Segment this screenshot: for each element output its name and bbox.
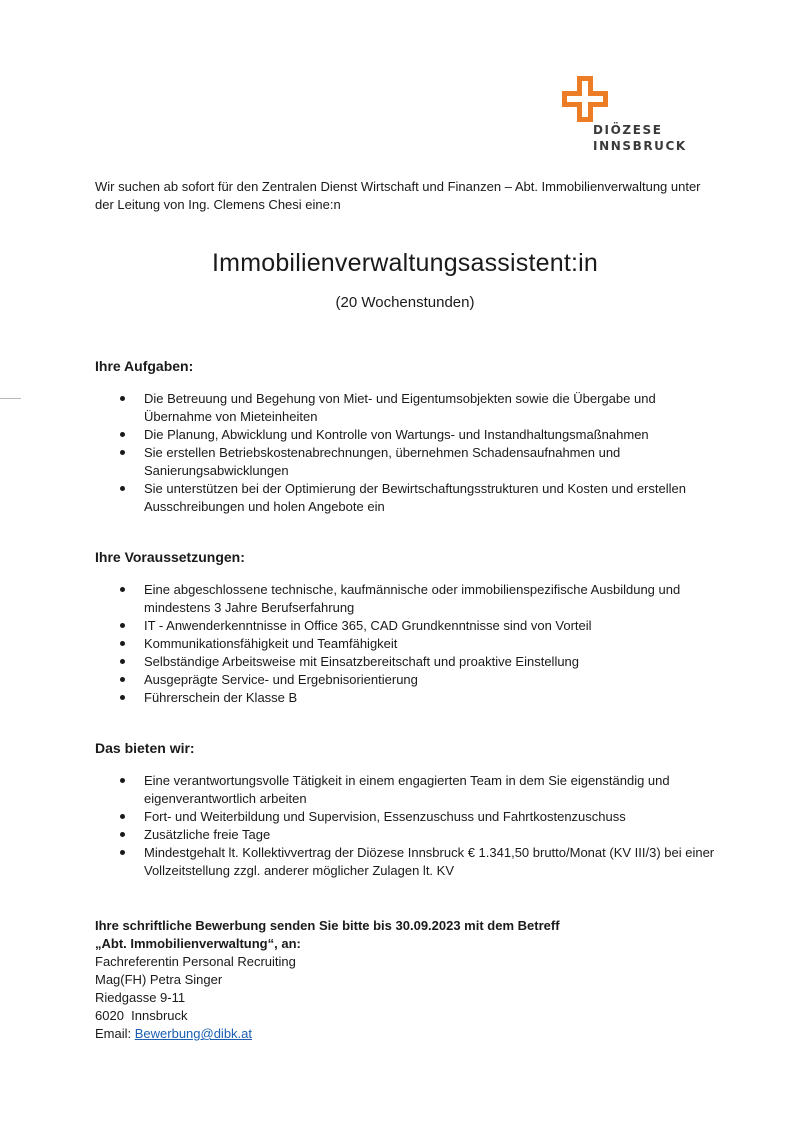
list-item: IT - Anwenderkenntnisse in Office 365, CAD Grundkenntnisse sind von Vorteil [95, 617, 715, 635]
list-item: Selbständige Arbeitsweise mit Einsatzbereitschaft und proaktive Einstellung [95, 653, 715, 671]
logo-line-innsbruck: INNSBRUCK [593, 139, 687, 153]
contact-name: Mag(FH) Petra Singer [95, 972, 223, 987]
contact-role: Fachreferentin Personal Recruiting [95, 954, 296, 969]
list-bieten [95, 772, 715, 880]
section-heading-voraussetzungen: Ihre Voraussetzungen: [95, 549, 245, 565]
intro-text: Wir suchen ab sofort für den Zentralen Dienst Wirtschaft und Finanzen – Abt. Immobilienverwaltung unter der Leitung von Ing. Clemens Chesi eine:n [95, 179, 701, 212]
list-voraussetzungen [95, 581, 715, 707]
contact-city: 6020 Innsbruck [95, 1008, 188, 1023]
section-heading-aufgaben: Ihre Aufgaben: [95, 358, 194, 374]
list-item: Ausgeprägte Service- und Ergebnisorientierung [95, 671, 715, 689]
list-item: Sie unterstützen bei der Optimierung der Bewirtschaftungsstrukturen und Kosten und erstellen Ausschreibungen und holen Angebote ein [95, 480, 715, 516]
list-item: Führerschein der Klasse B [95, 689, 715, 707]
list-item: Eine verantwortungsvolle Tätigkeit in einem engagierten Team in dem Sie eigenständig und eigenverantwortlich arbeiten [95, 772, 715, 808]
working-hours: (20 Wochenstunden) [335, 294, 475, 311]
list-item: Mindestgehalt lt. Kollektivvertrag der Diözese Innsbruck € 1.341,50 brutto/Monat (KV III/3) bei einer Vollzeitstellung zzgl. anderer möglicher Zulagen lt. KV [95, 844, 715, 880]
contact-street: Riedgasse 9-11 [95, 990, 186, 1005]
page-margin-marker [0, 398, 21, 399]
application-deadline: Ihre schriftliche Bewerbung senden Sie bitte bis 30.09.2023 mit dem Betreff [95, 918, 560, 933]
list-item: Kommunikationsfähigkeit und Teamfähigkeit [95, 635, 715, 653]
cross-icon [562, 76, 608, 122]
list-aufgaben [95, 390, 715, 516]
list-item: Sie erstellen Betriebskostenabrechnungen, übernehmen Schadensaufnahmen und Sanierungsabwicklungen [95, 444, 715, 480]
application-block [95, 917, 715, 1043]
logo-line-dioezese: DIÖZESE [593, 123, 663, 137]
job-posting [95, 178, 715, 1043]
email-label: Email: [95, 1026, 135, 1041]
job-title: Immobilienverwaltungsassistent:in [212, 249, 598, 277]
application-subject: „Abt. Immobilienverwaltung“, an: [95, 936, 301, 951]
section-heading-bieten: Das bieten wir: [95, 740, 195, 756]
contact-email-line [95, 1025, 715, 1043]
list-item: Zusätzliche freie Tage [95, 826, 715, 844]
list-item: Eine abgeschlossene technische, kaufmännische oder immobilienspezifische Ausbildung und mindestens 3 Jahre Berufserfahrung [95, 581, 715, 617]
list-item: Die Planung, Abwicklung und Kontrolle von Wartungs- und Instandhaltungsmaßnahmen [95, 426, 715, 444]
list-item: Die Betreuung und Begehung von Miet- und Eigentumsobjekten sowie die Übergabe und Übernahme von Mieteinheiten [95, 390, 715, 426]
email-link[interactable]: Bewerbung@dibk.at [134, 1026, 253, 1041]
list-item: Fort- und Weiterbildung und Supervision, Essenzuschuss und Fahrtkostenzuschuss [95, 808, 715, 826]
dioezese-innsbruck-logo [562, 76, 692, 156]
